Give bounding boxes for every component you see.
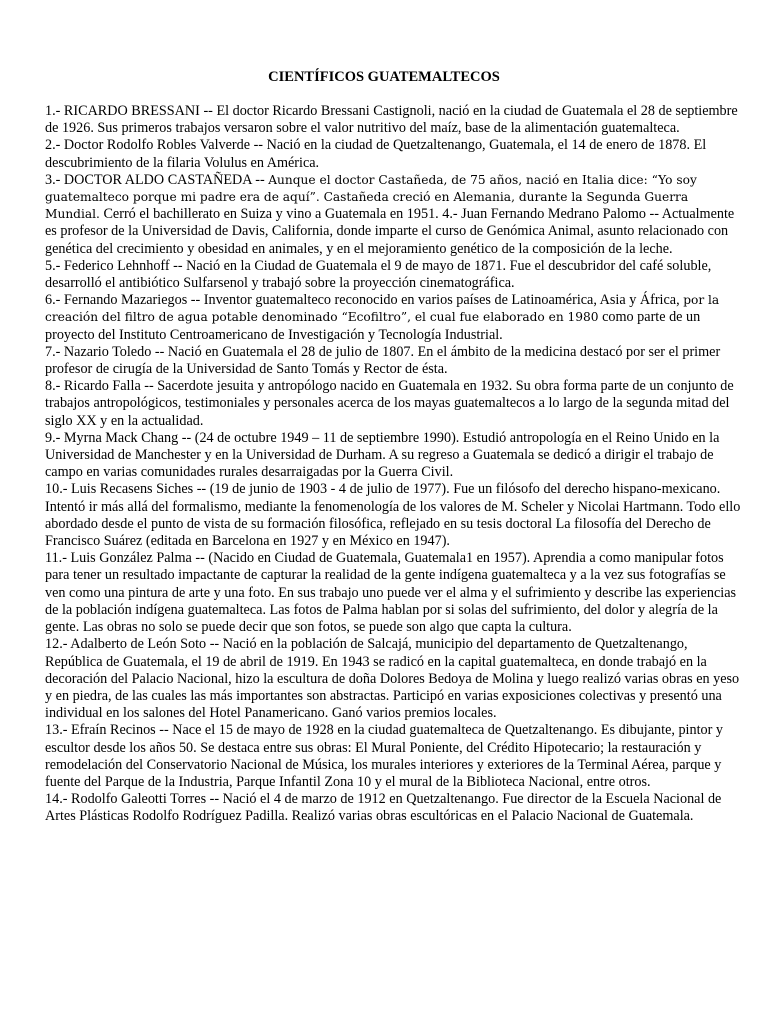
entry-1: 1.- RICARDO BRESSANI -- El doctor Ricardo Bressani Castignoli, nació en la ciudad de Guatemala el 28 de septiembre de 1926. Sus primeros trabajos versaron sobre el valor nutritivo del maíz, base de la alimentación guatemalteca. bbox=[45, 103, 738, 137]
entry-3 bbox=[45, 172, 745, 258]
entry-6-part-b: por la creación del filtro de agua potable denominado “Ecofiltro”, el cual fue elaborado en 1980 bbox=[45, 293, 720, 325]
entry-8: 8.- Ricardo Falla -- Sacerdote jesuita y antropólogo nacido en Guatemala en 1932. Su obra forma parte de un conjunto de trabajos antropológicos, testimoniales y personales acerca de los mayas guatemaltecos a lo largo de la segunda mitad del siglo XX y en la actualidad. bbox=[45, 378, 734, 429]
entry-14: 14.- Rodolfo Galeotti Torres -- Nació el 4 de marzo de 1912 en Quetzaltenango. Fue director de la Escuela Nacional de Artes Plásticas Rodolfo Rodríguez Padilla. Realizó varias obras escultóricas en el Palacio Nacional de Guatemala. bbox=[45, 791, 722, 825]
entry-6-part-a: 6.- Fernando Mazariegos -- Inventor guatemalteco reconocido en varios países de Latinoamérica, Asia y África, bbox=[45, 292, 684, 309]
entry-12: 12.- Adalberto de León Soto -- Nació en la población de Salcajá, municipio del departamento de Quetzaltenango, República de Guatemala, el 19 de abril de 1919. En 1943 se radicó en la capital guatemalteca, en donde trabajó en la decoración del Palacio Nacional, hizo la escultura de doña Dolores Bedoya de Molina y luego realizó varias obras en yeso y en piedra, de las cuales las más importantes son abstractas. Participó en varias exposiciones colectivas y presentó una individual en los salones del Hotel Panamericano. Ganó varios premios locales. bbox=[45, 636, 740, 722]
document-body bbox=[45, 103, 745, 826]
entry-13: 13.- Efraín Recinos -- Nace el 15 de mayo de 1928 en la ciudad guatemalteca de Quetzaltenango. Es dibujante, pintor y escultor desde los años 50. Se destaca entre sus obras: El Mural Poniente, del Crédito Hipotecario; la restauración y remodelación del Conservatorio Nacional de Música, los murales interiores y exteriores de la Terminal Aérea, parque y fuente del Parque de la Industria, Parque Infantil Zona 10 y el mural de la Biblioteca Nacional, entre otros. bbox=[45, 722, 723, 790]
entry-7: 7.- Nazario Toledo -- Nació en Guatemala el 28 de julio de 1807. En el ámbito de la medicina destacó por ser el primer profesor de cirugía de la Universidad de Santo Tomás y Rector de ésta. bbox=[45, 343, 721, 378]
entry-3-part-c: Cerró el bachillerato en Suiza y vino a Guatemala en 1951. 4.- Juan Fernando Medrano Palomo -- Actualmente es profesor de la Universidad de Davis, California, donde imparte el curso de Genómica Animal, asunto relacionado con genética del crecimiento y obesidad en animales, y en el mejoramiento genético de la composición de la leche. bbox=[45, 206, 735, 257]
entry-9: 9.- Myrna Mack Chang -- (24 de octubre 1949 – 11 de septiembre 1990). Estudió antropología en el Reino Unido en la Universidad de Manchester y en la Universidad de Durham. A su regreso a Guatemala se dedicó a dirigir el trabajo de campo en varias comunidades rurales desarraigadas por la Guerra Civil. bbox=[45, 429, 720, 481]
entry-3-part-b: Aunque el doctor Castañeda, de 75 años, nació en Italia dice: “Yo soy guatemalteco porque mi padre era de aquí”. Castañeda creció en Alemania, durante la Segunda Guerra Mundial. bbox=[45, 172, 697, 222]
entry-2: 2.- Doctor Rodolfo Robles Valverde -- Nació en la ciudad de Quetzaltenango, Guatemala, el 14 de enero de 1878. El descubrimiento de la filaria Volulus en América. bbox=[45, 137, 707, 171]
entry-6 bbox=[45, 292, 745, 344]
entry-3-part-a: 3.- DOCTOR ALDO CASTAÑEDA -- bbox=[45, 171, 269, 188]
entry-10: 10.- Luis Recasens Siches -- (19 de junio de 1903 - 4 de julio de 1977). Fue un filósofo del derecho hispano-mexicano. Intentó ir más allá del formalismo, mediante la fenomenología de los valores de M. Scheler y Nicolai Hartmann. Todo ello abordado desde el punto de vista de su formación filosófica, reflejado en su tesis doctoral La filosofía del Derecho de Francisco Suárez (editada en Barcelona en 1927 y en México en 1947). bbox=[45, 481, 741, 550]
page-title: CIENTÍFICOS GUATEMALTECOS bbox=[268, 69, 500, 85]
entry-6-part-c: como parte de un proyecto del Instituto Centroamericano de Investigación y Tecnología Industrial. bbox=[45, 309, 701, 343]
entry-5: 5.- Federico Lehnhoff -- Nació en la Ciudad de Guatemala el 9 de mayo de 1871. Fue el descubridor del café soluble, desarrolló el antibiótico Sulfarsenol y trabajó sobre la proyección cinematográfica. bbox=[45, 257, 712, 292]
entry-11: 11.- Luis González Palma -- (Nacido en Ciudad de Guatemala, Guatemala1 en 1957). Aprendia a como manipular fotos para tener un resultado impactante de capturar la realidad de la gente indígena guatemalteca y a la vez sus fotografías se ven como una pintura de arte y una foto. En sus trabajo uno puede ver el alma y el sufrimiento y describe las experiencias de la población indígena guatemalteca. Las fotos de Palma hablan por si solas del sufrimiento, del dolor y alegría de la gente. Las obras no solo se puede decir que son fotos, se puede son algo que capta la cultura. bbox=[45, 550, 737, 636]
